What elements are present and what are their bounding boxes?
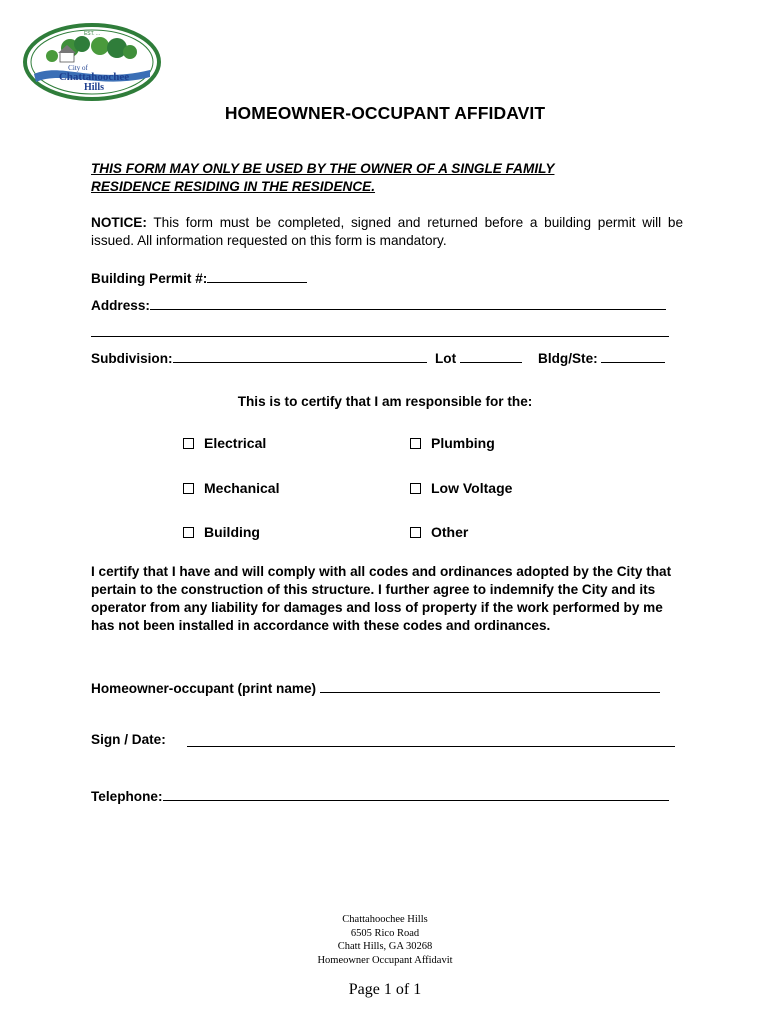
checkbox-electrical[interactable] <box>183 435 266 451</box>
checkbox-label: Electrical <box>204 435 267 451</box>
logo-line2: Chattahoochee <box>58 71 130 83</box>
notice-label: NOTICE: <box>91 215 147 230</box>
document-title: HOMEOWNER-OCCUPANT AFFIDAVIT <box>224 103 546 123</box>
city-logo <box>22 22 162 102</box>
address-input-line-2[interactable] <box>91 336 669 337</box>
checkbox-other[interactable] <box>410 524 468 540</box>
checkbox-box[interactable] <box>183 527 194 538</box>
bldg-input-line[interactable] <box>601 348 665 363</box>
checkbox-label: Other <box>431 524 469 540</box>
subdivision-label: Subdivision: <box>91 351 173 366</box>
address-label: Address: <box>91 298 150 313</box>
warning-line-2: RESIDENCE RESIDING IN THE RESIDENCE. <box>91 179 376 194</box>
lot-input-line[interactable] <box>460 348 522 363</box>
certification-paragraph: I certify that I have and will comply with all codes and ordinances adopted by the City that pertain to the construction of this structure. I further agree to indemnify the City and its operator from any liability for damages and loss of property if the work performed by me has not been installed in accordance with these codes and ordinances. <box>91 564 672 633</box>
sign-date-input-line[interactable] <box>187 746 675 747</box>
address-input-line[interactable] <box>150 295 666 310</box>
checkbox-box[interactable] <box>410 483 421 494</box>
checkbox-building[interactable] <box>183 524 260 540</box>
checkbox-label: Mechanical <box>204 480 280 496</box>
notice-text: This form must be completed, signed and returned before a building permit will be issued. All information requested on this form is mandatory. <box>91 215 683 248</box>
notice-paragraph <box>91 214 683 250</box>
footer-line-1: Chattahoochee Hills <box>342 914 428 925</box>
checkbox-label: Plumbing <box>431 435 495 451</box>
usage-warning <box>91 160 691 196</box>
footer-line-2: 6505 Rico Road <box>350 927 420 939</box>
subdivision-field <box>91 348 427 366</box>
logo-arc-text: EST. ... <box>83 31 101 37</box>
footer-line-4: Homeowner Occupant Affidavit <box>317 954 453 966</box>
checkbox-mechanical[interactable] <box>183 480 279 496</box>
sign-date-label: Sign / Date: <box>91 732 166 747</box>
subdivision-input-line[interactable] <box>173 348 427 363</box>
checkbox-plumbing[interactable] <box>410 435 495 451</box>
bldg-field <box>538 348 665 366</box>
logo-line3: Hills <box>83 82 105 93</box>
lot-label: Lot <box>435 351 457 366</box>
page-number: Page 1 of 1 <box>348 981 422 998</box>
footer-address <box>0 913 770 967</box>
lot-field <box>435 348 522 366</box>
checkbox-low-voltage[interactable] <box>410 480 512 496</box>
checkbox-box[interactable] <box>183 483 194 494</box>
certify-heading: This is to certify that I am responsible for the: <box>237 394 533 409</box>
permit-label: Building Permit #: <box>91 271 208 286</box>
logo-line1: City of <box>68 64 88 72</box>
permit-field <box>91 268 307 286</box>
checkbox-box[interactable] <box>410 438 421 449</box>
telephone-field <box>91 786 669 804</box>
footer-line-3: Chatt Hills, GA 30268 <box>337 941 433 952</box>
address-field <box>91 295 666 313</box>
bldg-label: Bldg/Ste: <box>538 351 598 366</box>
sign-date-field <box>91 732 166 747</box>
checkbox-label: Low Voltage <box>431 480 513 496</box>
checkbox-box[interactable] <box>183 438 194 449</box>
telephone-label: Telephone: <box>91 789 163 804</box>
print-name-input-line[interactable] <box>320 678 660 693</box>
print-name-field <box>91 678 660 696</box>
warning-line-1: THIS FORM MAY ONLY BE USED BY THE OWNER OF A SINGLE FAMILY <box>91 161 555 176</box>
checkbox-box[interactable] <box>410 527 421 538</box>
telephone-input-line[interactable] <box>163 786 669 801</box>
permit-input-line[interactable] <box>207 268 307 283</box>
checkbox-label: Building <box>204 524 260 540</box>
print-name-label: Homeowner-occupant (print name) <box>91 681 317 696</box>
